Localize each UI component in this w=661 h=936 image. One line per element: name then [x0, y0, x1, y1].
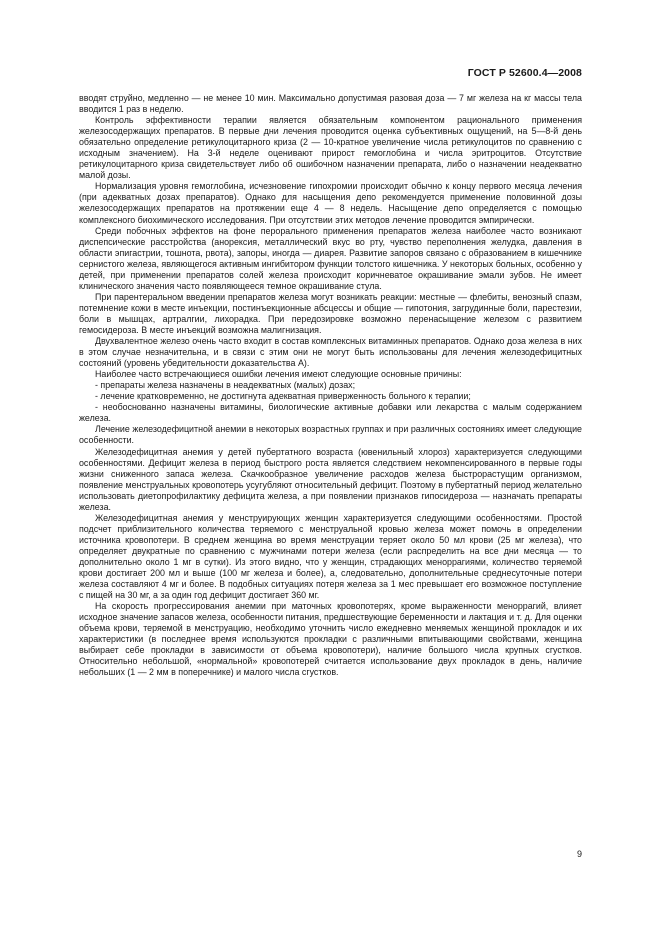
- paragraph: Нормализация уровня гемоглобина, исчезновение гипохромии происходит обычно к концу первого месяца лечения (при адекватных дозах препаратов). Однако для насыщения депо рекомендуется применение половинной дозы железосодержащих препаратов на протяжении еще 4 — 8 недель. Насыщение депо определяется с помощью комплексного биохимического исследования. При отсутствии этих методов лечение проводится эмпирически.: [79, 181, 582, 225]
- paragraph: На скорость прогрессирования анемии при маточных кровопотерях, кроме выраженности меноррагий, влияет исходное значение запасов железа, особенности питания, предшествующие беременности и лактация и т. д. Для оценки объема крови, теряемой в менструацию, необходимо уточнить число ежедневно меняемых женщиной прокладок и их характеристики (в последнее время используются прокладки с различными впитывающими свойствами, женщина выбирает себе прокладки в зависимости от объема кровопотери), наличие большого числа крупных сгустков. Относительно небольшой, «нормальной» кровопотерей считается использование двух прокладок в день, наличие небольших (1 — 2 мм в поперечнике) и малого числа сгустков.: [79, 601, 582, 678]
- paragraph: Наиболее часто встречающиеся ошибки лечения имеют следующие основные причины:: [95, 369, 462, 380]
- body-text: [79, 93, 582, 678]
- standard-header: ГОСТ Р 52600.4—2008: [467, 67, 582, 79]
- paragraph: - необоснованно назначены витамины, биологические активные добавки или лекарства с малым содержанием железа.: [79, 402, 582, 424]
- paragraph: Среди побочных эффектов на фоне перорального применения препаратов железа наиболее часто возникают диспепсические расстройства (анорексия, металлический вкус во рту, чувство переполнения желудка, давления в области эпигастрии, тошнота, рвота), запоры, иногда — диарея. Развитие запоров связано с образованием в кишечнике сернистого железа, являющегося активным ингибитором функции толстого кишечника. У некоторых больных, особенно у детей, при применении препаратов солей железа происходит коричневатое окрашивание эмали зубов. Не имеет клинического значения часто появляющееся темное окрашивание стула.: [79, 225, 582, 291]
- page-number: 9: [576, 849, 582, 859]
- paragraph: Контроль эффективности терапии является обязательным компонентом рационального применения железосодержащих препаратов. В первые дни лечения проводится оценка субъективных ощущений, на 5—8-й день обязательно определение ретикулоцитарного криза (2 — 10-кратное увеличение числа ретикулоцитов по сравнению с исходным значением). На 3-й неделе оценивают прирост гемоглобина и числа эритроцитов. Отсутствие ретикулоцитарного криза свидетельствует либо об ошибочном назначении препарата, либо о назначении неадекватно малой дозы.: [79, 115, 582, 181]
- paragraph: вводят струйно, медленно — не менее 10 мин. Максимально допустимая разовая доза — 7 мг железа на кг массы тела вводится 1 раз в неделю.: [79, 93, 582, 115]
- paragraph: Лечение железодефицитной анемии в некоторых возрастных группах и при различных состояниях имеет следующие особенности.: [79, 424, 582, 446]
- paragraph: - лечение кратковременно, не достигнута адекватная приверженность больного к терапии;: [95, 391, 471, 402]
- paragraph: Двухвалентное железо очень часто входит в состав комплексных витаминных препаратов. Однако доза железа в них в этом случае незначительна, и в связи с этим они не могут быть использованы для лечения железодефицитных состояний (уровень убедительности доказательства А).: [79, 336, 582, 369]
- paragraph: - препараты железа назначены в неадекватных (малых) дозах;: [95, 380, 356, 391]
- paragraph: Железодефицитная анемия у менструирующих женщин характеризуется следующими особенностями. Простой подсчет приблизительного количества теряемого с менструальной кровью железа может помочь в определении источника кровопотери. В среднем женщина во время менструации теряет около 50 мл крови (25 мг железа), что определяет двукратные по сравнению с мужчинами потери железа (если распределить на все дни месяца — то дополнительно около 1 мг в сутки). Из этого видно, что у женщин, страдающих меноррагиями, количество теряемой крови достигает 200 мл и выше (100 мг железа и более), а, следовательно, дополнительные среднесуточные потери железа составляют 4 мг и более. В подобных ситуациях потеря железа за 1 мес превышает его возможное поступление с пищей на 30 мг, а за один год дефицит достигает 360 мг.: [79, 512, 582, 601]
- paragraph: При парентеральном введении препаратов железа могут возникать реакции: местные — флебиты, венозный спазм, потемнение кожи в месте инъекции, постинъекционные абсцессы и общие — гипотония, загрудинные боли, парестезии, боли в мышцах, артралгии, лихорадка. При передозировке возможно перенасыщение железом с развитием гемосидероза. В месте инъекций возможна малигнизация.: [79, 291, 582, 335]
- paragraph: Железодефицитная анемия у детей пубертатного возраста (ювенильный хлороз) характеризуется следующими особенностями. Дефицит железа в период быстрого роста является следствием некомпенсированного в первые годы жизни сниженного запаса железа. Скачкообразное увеличение расходов железа быстрорастущим организмом, появление менструальных кровопотерь усугубляют относительный дефицит. Поэтому в пубертатный период желательно использовать диетопрофилактику дефицита железа, а при появлении признаков гипосидероза — назначать препараты железа.: [79, 446, 582, 512]
